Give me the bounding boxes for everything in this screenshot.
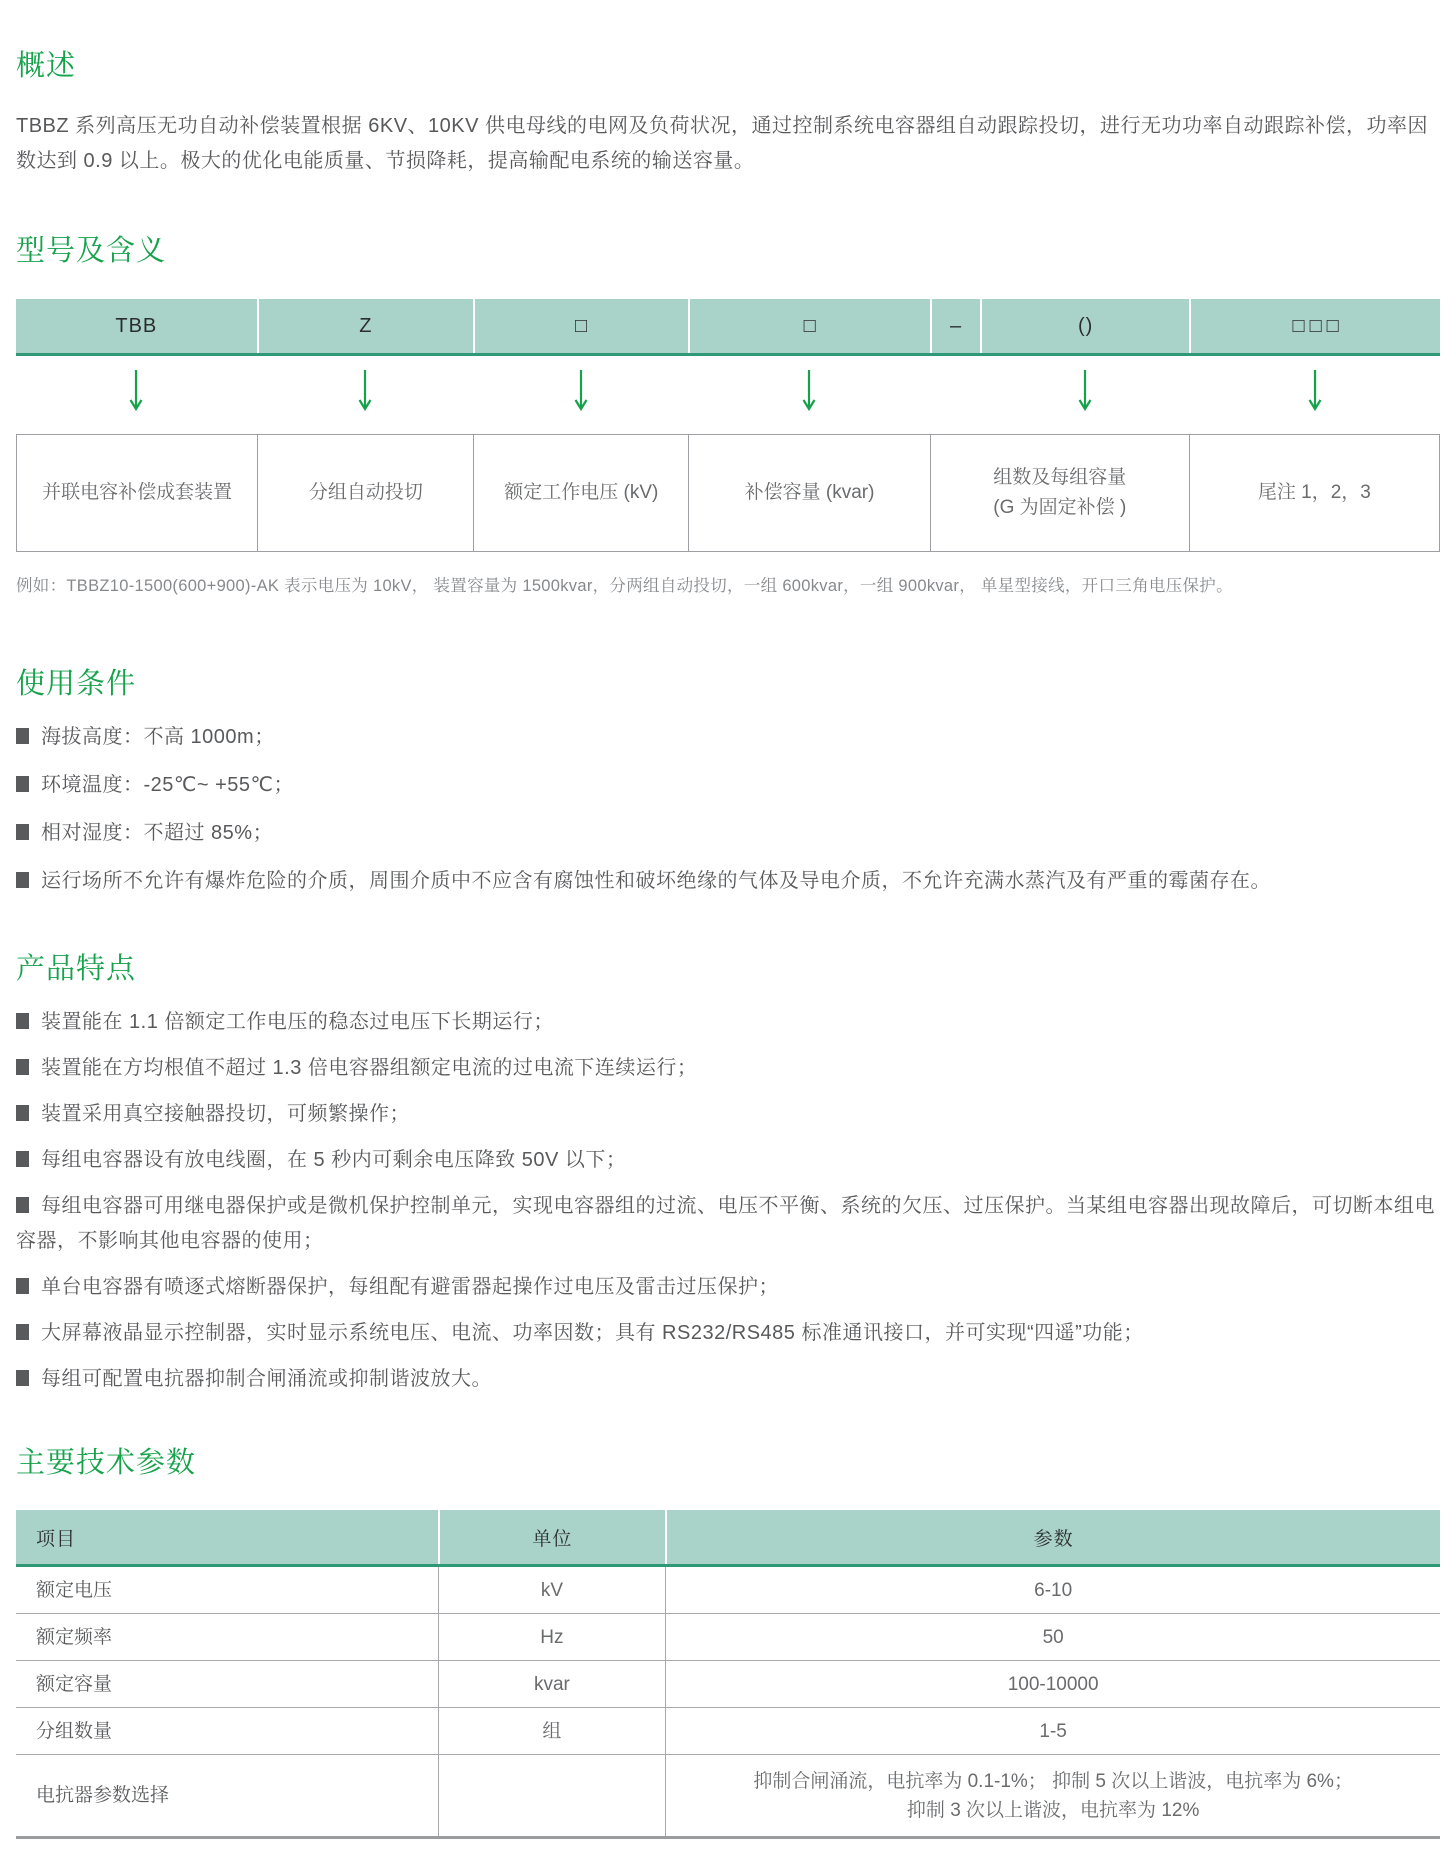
condition-text: 相对湿度：不超过 85%；: [41, 822, 274, 844]
param-value: 100-10000: [665, 1661, 1440, 1707]
param-item: 额定容量: [36, 1673, 113, 1695]
param-value-line2: 抑制 3 次以上谐波，电抗率为 12%: [906, 1799, 1200, 1821]
down-arrow-icon: [16, 368, 257, 414]
bullet-square-icon: [16, 776, 29, 792]
table-row: [16, 1755, 1440, 1839]
bullet-square-icon: [16, 1059, 29, 1075]
condition-text: 环境温度：-25℃~ +55℃；: [41, 774, 294, 796]
desc-cell-rated-voltage: [473, 435, 688, 551]
param-item: 额定频率: [36, 1626, 113, 1648]
column-header-item: 项目: [36, 1528, 77, 1550]
list-item: [16, 1005, 1440, 1040]
parameters-heading: 主要技术参数: [16, 1447, 197, 1479]
feature-text: 每组电容器设有放电线圈，在 5 秒内可剩余电压降致 50V 以下；: [41, 1149, 627, 1171]
condition-text: 运行场所不允许有爆炸危险的介质，周围介质中不应含有腐蚀性和破坏绝缘的气体及导电介质，不允许充满水蒸汽及有严重的霉菌存在。: [41, 870, 1271, 892]
down-arrow-icon: [688, 368, 930, 414]
code-cell-tbb: TBB: [115, 314, 158, 337]
param-value: 1-5: [665, 1708, 1440, 1754]
param-unit: Hz: [438, 1614, 666, 1660]
param-unit: kV: [438, 1567, 666, 1613]
bullet-square-icon: [16, 1324, 29, 1340]
code-cell-dash: –: [930, 299, 980, 353]
down-arrow-icon: [257, 368, 473, 414]
desc-cell-group-switching: [257, 435, 473, 551]
desc-cell-compensation-capacity: [688, 435, 930, 551]
list-item: [16, 1189, 1440, 1259]
feature-text: 装置能在 1.1 倍额定工作电压的稳态过电压下长期运行；: [41, 1011, 554, 1033]
down-arrow-icon: [1189, 368, 1440, 414]
features-list: [16, 1005, 1440, 1397]
bullet-square-icon: [16, 1013, 29, 1029]
feature-text: 大屏幕液晶显示控制器，实时显示系统电压、电流、功率因数；具有 RS232/RS485 标准通讯接口，并可实现“四遥”功能；: [41, 1322, 1144, 1344]
desc-cell-group-count: [930, 435, 1189, 551]
overview-paragraph: TBBZ 系列高压无功自动补偿装置根据 6KV、10KV 供电母线的电网及负荷状况，通过控制系统电容器组自动跟踪投切，进行无功功率自动跟踪补偿，功率因数达到 0.9 以上。极大的优化电能质量、节损降耗，提高输配电系统的输送容量。: [16, 115, 1429, 172]
model-code-table: [16, 299, 1440, 552]
model-example-note: 例如：TBBZ10-1500(600+900)-AK 表示电压为 10kV， 装置容量为 1500kvar，分两组自动投切，一组 600kvar，一组 900kvar， 单星型接线，开口三角电压保护。: [16, 577, 1233, 595]
bullet-square-icon: [16, 872, 29, 888]
list-item: [16, 1097, 1440, 1132]
bullet-square-icon: [16, 728, 29, 744]
desc-line2: (G 为固定补偿 ): [993, 497, 1127, 518]
desc-line: 额定工作电压 (kV): [504, 482, 659, 503]
code-cell-box2: □: [688, 299, 930, 353]
desc-cell-suffix: [1189, 435, 1439, 551]
feature-text: 每组电容器可用继电器保护或是微机保护控制单元，实现电容器组的过流、电压不平衡、系统的欠压、过压保护。当某组电容器出现故障后，可切断本组电容器，不影响其他电容器的使用；: [16, 1195, 1435, 1252]
section-overview: [16, 52, 1440, 179]
down-arrow-icon: [980, 368, 1189, 414]
conditions-list: [16, 720, 1440, 899]
model-description-row: [16, 434, 1440, 552]
desc-line: 分组自动投切: [308, 482, 423, 503]
desc-line: 并联电容补偿成套装置: [42, 482, 233, 503]
code-cell-parens: (): [980, 299, 1189, 353]
table-row: [16, 1661, 1440, 1708]
code-cell-box1: □: [473, 299, 688, 353]
parameters-table: [16, 1510, 1440, 1839]
code-cell-box3: □□□: [1189, 299, 1440, 353]
list-item: [16, 1051, 1440, 1086]
code-cell-z: Z: [257, 299, 473, 353]
feature-text: 每组可配置电抗器抑制合闸涌流或抑制谐波放大。: [41, 1368, 492, 1390]
param-unit: kvar: [438, 1661, 666, 1707]
list-item: [16, 864, 1440, 899]
table-row: [16, 1567, 1440, 1614]
param-value: [665, 1755, 1440, 1836]
list-item: [16, 720, 1440, 755]
table-row: [16, 1708, 1440, 1755]
param-item: 分组数量: [36, 1720, 113, 1742]
desc-line: 尾注 1，2，3: [1257, 482, 1371, 503]
list-item: [16, 1270, 1440, 1305]
feature-text: 单台电容器有喷逐式熔断器保护，每组配有避雷器起操作过电压及雷击过压保护；: [41, 1276, 779, 1298]
section-parameters: [16, 1449, 1440, 1839]
column-header-unit: 单位: [438, 1510, 666, 1564]
bullet-square-icon: [16, 1278, 29, 1294]
list-item: [16, 768, 1440, 803]
conditions-heading: 使用条件: [16, 668, 137, 700]
param-value: 50: [665, 1614, 1440, 1660]
param-unit: 组: [438, 1708, 666, 1754]
bullet-square-icon: [16, 1197, 29, 1213]
parameters-table-header: [16, 1510, 1440, 1567]
model-code-row: [16, 299, 1440, 356]
param-item: 电抗器参数选择: [36, 1785, 170, 1806]
list-item: [16, 1143, 1440, 1178]
table-row: [16, 1614, 1440, 1661]
features-heading: 产品特点: [16, 953, 137, 985]
param-value: 6-10: [665, 1567, 1440, 1613]
model-arrow-row: [16, 368, 1440, 414]
bullet-square-icon: [16, 1370, 29, 1386]
list-item: [16, 1316, 1440, 1351]
bullet-square-icon: [16, 1105, 29, 1121]
feature-text: 装置采用真空接触器投切，可频繁操作；: [41, 1103, 410, 1125]
bullet-square-icon: [16, 1151, 29, 1167]
arrow-spacer: [930, 368, 980, 414]
param-item: 额定电压: [36, 1579, 113, 1601]
bullet-square-icon: [16, 824, 29, 840]
param-value-line1: 抑制合闸涌流，电抗率为 0.1-1%； 抑制 5 次以上谐波，电抗率为 6%；: [753, 1770, 1353, 1792]
desc-cell-shunt-capacitor: [17, 435, 257, 551]
desc-line: 补偿容量 (kvar): [744, 482, 875, 503]
list-item: [16, 816, 1440, 851]
section-features: [16, 955, 1440, 1397]
model-heading: 型号及含义: [16, 235, 167, 267]
feature-text: 装置能在方均根值不超过 1.3 倍电容器组额定电流的过电流下连续运行；: [41, 1057, 698, 1079]
column-header-value: 参数: [665, 1510, 1440, 1564]
condition-text: 海拔高度：不高 1000m；: [41, 726, 275, 748]
list-item: [16, 1362, 1440, 1397]
section-conditions: [16, 670, 1440, 899]
desc-line: 组数及每组容量: [993, 467, 1127, 488]
section-model-meaning: [16, 237, 1440, 596]
param-unit: [438, 1755, 666, 1836]
down-arrow-icon: [473, 368, 688, 414]
overview-heading: 概述: [16, 50, 77, 82]
